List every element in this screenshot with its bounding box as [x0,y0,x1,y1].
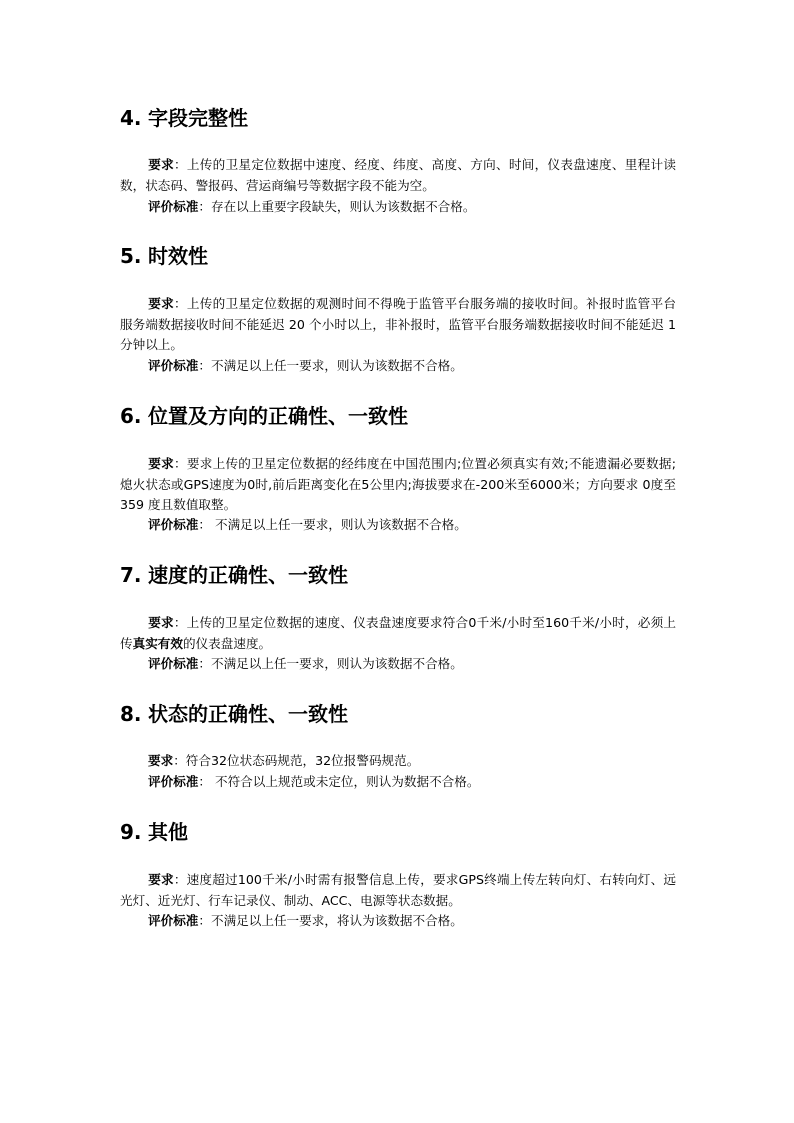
section-heading [120,244,208,268]
requirement-text: ：速度超过100千米/小时需有报警信息上传，要求GPS终端上传左转向灯、右转向灯、远光灯、近光灯、行车记录仪、制动、ACC、电源等状态数据。 [120,872,676,908]
requirement-paragraph [120,155,676,196]
requirement-paragraph [120,294,676,356]
section-number: 5. [120,244,142,268]
requirement-label: 要求 [148,296,175,311]
section-heading [120,563,348,587]
criteria-label: 评价标准 [148,774,199,789]
criteria-label: 评价标准 [148,656,199,671]
requirement-text: ：上传的卫星定位数据的速度、仪表盘速度要求符合0千米/小时至160千米/小时，必须上传 [120,615,676,651]
criteria-text: ：存在以上重要字段缺失，则认为该数据不合格。 [198,199,476,214]
section-heading [120,820,188,844]
criteria-paragraph [120,197,676,218]
criteria-text: ：不满足以上任一要求，则认为该数据不合格。 [198,656,463,671]
section-title: 状态的正确性、一致性 [148,702,348,726]
section-number: 9. [120,820,142,844]
criteria-text: ： 不符合以上规范或未定位，则认为数据不合格。 [198,774,480,789]
criteria-text: ： 不满足以上任一要求，则认为该数据不合格。 [198,517,467,532]
section-heading [120,702,348,726]
section-title: 位置及方向的正确性、一致性 [148,404,408,428]
requirement-label: 要求 [148,615,174,630]
section-number: 6. [120,404,142,428]
requirement-label: 要求 [148,157,175,172]
section-number: 8. [120,702,142,726]
section-title: 字段完整性 [148,106,248,130]
section-title: 速度的正确性、一致性 [148,563,348,587]
section-title: 其他 [148,820,188,844]
requirement-label: 要求 [148,872,174,887]
criteria-paragraph [120,654,676,675]
requirement-paragraph [120,454,676,516]
criteria-paragraph [120,911,676,932]
criteria-paragraph [120,515,676,536]
section-heading [120,106,248,130]
criteria-label: 评价标准 [148,199,199,214]
requirement-text-tail: 的仪表盘速度。 [182,635,272,651]
requirement-paragraph [120,870,676,911]
requirement-text: ：上传的卫星定位数据中速度、经度、纬度、高度、方向、时间，仪表盘速度、里程计读数，状态码、警报码、营运商编号等数据字段不能为空。 [120,157,677,193]
section-heading [120,404,408,428]
requirement-paragraph [120,751,676,772]
requirement-text: ：符合32位状态码规范，32位报警码规范。 [173,753,420,768]
requirement-paragraph [120,613,676,654]
requirement-label: 要求 [148,753,174,768]
section-number: 4. [120,106,142,130]
requirement-emphasis: 真实有效 [132,635,183,651]
criteria-paragraph [120,772,676,793]
criteria-label: 评价标准 [148,517,199,532]
section-title: 时效性 [148,244,208,268]
requirement-text: ：上传的卫星定位数据的观测时间不得晚于监管平台服务端的接收时间。补报时监管平台服务端数据接收时间不能延迟 20 个小时以上，非补报时，监管平台服务端数据接收时间不能延迟 1 分钟以上。 [120,296,677,352]
requirement-text: ：要求上传的卫星定位数据的经纬度在中国范围内;位置必须真实有效;不能遗漏必要数据;熄火状态或GPS速度为0时,前后距离变化在5公里内;海拔要求在-200米至6000米；方向要求 0度至359 度且数值取整。 [120,456,677,512]
criteria-text: ：不满足以上任一要求，则认为该数据不合格。 [198,358,463,373]
criteria-text: ：不满足以上任一要求，将认为该数据不合格。 [198,913,463,928]
section-number: 7. [120,563,142,587]
criteria-label: 评价标准 [148,913,199,928]
requirement-label: 要求 [148,456,174,471]
criteria-label: 评价标准 [148,358,199,373]
criteria-paragraph [120,356,676,377]
